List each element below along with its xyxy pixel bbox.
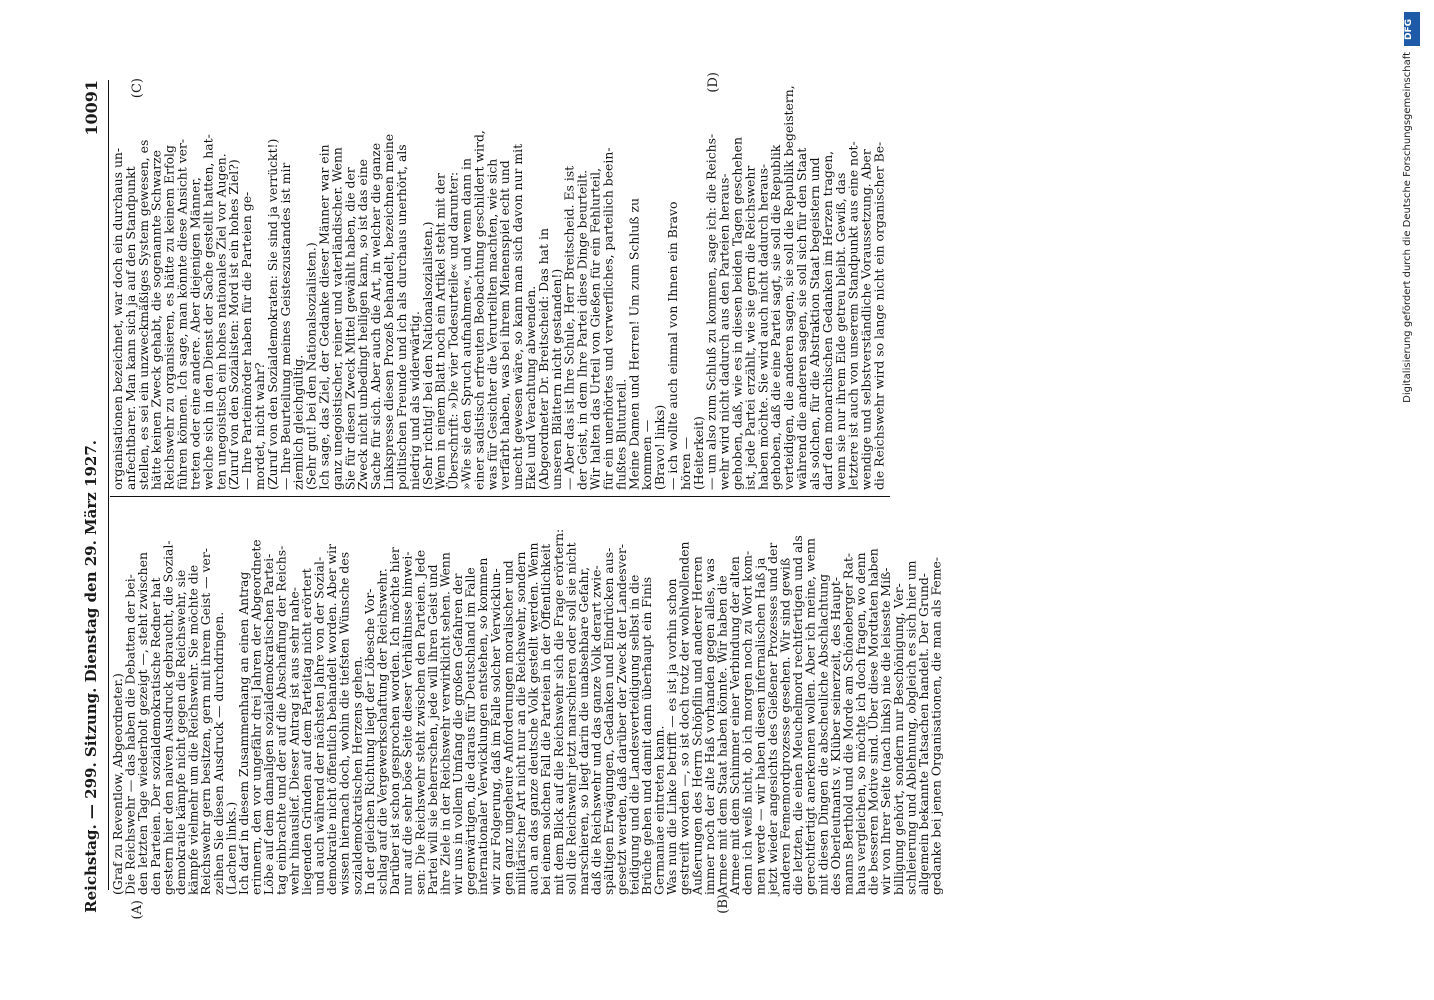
text-line: wehr wird nicht dadurch aus den Parteien heraus- xyxy=(716,173,732,490)
text-line: Ich sage, das Ziel, der Gedanke dieser Männer war ein xyxy=(316,144,332,490)
text-line: gedanke bei jenen Organisationen, die man als Feme- xyxy=(928,557,944,895)
text-line: als solchen, für die Abstraktion Staat begeistern und xyxy=(806,157,822,490)
text-line: unecht gewesen wäre, so kann man sich davon nur mit xyxy=(510,143,526,490)
text-line: gehoben, daß die eine Partei sagt, sie soll die Republik xyxy=(768,144,784,490)
marker-c: (C) xyxy=(130,78,145,99)
text-line: daß die Reichswehr und das ganze Volk derart zwie- xyxy=(588,565,604,895)
text-line: (Heiterkeit) xyxy=(690,416,706,490)
text-line: welche sich in den Dienst der Sache gestellt hatten, hat- xyxy=(200,134,216,490)
text-line: hätte keinen Zweck gehabt, die sogenannte Schwarze xyxy=(148,150,164,490)
text-line: wendige und selbstverständliche Voraussetzung. Aber xyxy=(858,149,874,490)
text-line: (Sehr gut! bei den Nationalsozialisten.) xyxy=(303,242,319,490)
text-line: gen ganz ungeheure Anforderungen moralischer und xyxy=(500,560,516,895)
text-line: gehoben, daß, wie es in diesen beiden Tagen geschehen xyxy=(729,137,745,490)
text-line: — Ihre Beurteilung meines Geisteszustandes ist mir xyxy=(277,162,293,490)
text-line: politischen Freunde und ich als durchaus unerhört, als xyxy=(393,144,409,490)
text-line: Armee mit dem Staat haben könnte. Wir haben die xyxy=(714,575,730,895)
text-line: erinnern, den vor ungefähr drei Jahren der Abgeordnete xyxy=(248,539,264,895)
text-line: wissen hiernach doch, wohin die tiefsten Wünsche des xyxy=(336,551,352,895)
text-line: Sie für diesen Zweck Mittel gewählt haben, die der xyxy=(342,167,358,490)
text-line: den letzten Tage wiederholt gezeigt —, steht zwischen xyxy=(135,552,151,895)
text-line: men werde — wir haben diesen infernalischen Haß ja xyxy=(752,557,768,895)
text-line: anfechtbarer. Man kann sich ja auf den Standpunkt xyxy=(122,166,138,490)
text-line: Löbe auf dem damaligen sozialdemokratischen Partei- xyxy=(261,553,277,895)
text-line: demokratie nicht öffentlich behandelt worden. Aber wir xyxy=(324,543,340,895)
text-line: die besseren Motive sind. Über diese Mordtaten haben xyxy=(865,548,881,895)
text-line: (Zuruf von den Sozialdemokraten: Sie sind ja verrückt!) xyxy=(264,138,280,490)
text-line: (Abgeordneter Dr. Breitscheid: Das hat in xyxy=(535,228,551,490)
text-line: gestern hier den naiven Ausdruck gebraucht, die Sozial- xyxy=(160,540,176,895)
text-line: haus vergleichen, so möchte ich doch fragen, wo denn xyxy=(853,552,869,895)
text-line: gestreift worden —, so ist doch trotz der wohlwollenden xyxy=(676,541,692,895)
text-line: sozialdemokratischen Herzens gehen. xyxy=(349,655,365,895)
text-line: hören — xyxy=(677,436,693,490)
text-line: Reichswehr gern besitzen, gern mit ihrem Geist — ver- xyxy=(198,548,214,895)
text-line: — Aber das ist Ihre Schule, Herr Breitscheid. Es ist xyxy=(561,165,577,490)
text-column-left xyxy=(112,505,943,895)
text-line: Wenn in einem Blatt noch ein Artikel steht mit der xyxy=(432,173,448,490)
text-line: und auch während der nächsten Jahre von der Sozial- xyxy=(311,556,327,895)
digitization-credit-text: Digitalisierung gefördert durch die Deutsche Forschungsgemeinschaft xyxy=(1402,52,1413,403)
text-line: des Oberleutnants v. Klüber seinerzeit, des Haupt- xyxy=(827,577,843,895)
text-line: — um also zum Schluß zu kommen, sage ich: die Reichs- xyxy=(703,133,719,490)
text-line: Äußerungen des Herrn Schöpflin und anderer Herren xyxy=(689,556,705,895)
text-line: mit dem Blick auf die Reichswehr sich die Frage erörtern: xyxy=(550,528,566,895)
text-line: während die anderen sagen, sie soll sich für den Staat xyxy=(794,147,810,490)
text-line: der Geist, in dem Ihre Partei diese Dinge beurteilt. xyxy=(574,169,590,490)
text-line: spältigen Erwägungen, Gedanken und Eindrücken aus- xyxy=(601,547,617,895)
text-line: Wir halten das Urteil von Gießen für ein Fehlurteil, xyxy=(587,167,603,490)
text-line: — Ihre Parteimörder haben für die Parteien ge- xyxy=(239,191,255,490)
text-line: (Graf zu Reventlow, Abgeordneter.) xyxy=(110,673,125,895)
text-line: niedrig und als widerwärtig. xyxy=(406,311,422,490)
marker-b: (B) xyxy=(716,894,731,914)
text-line: ist, jede Partei erzählt, wie sie gern die Reichswehr xyxy=(742,165,758,490)
text-line: internationaler Verwicklungen entstehen, so kommen xyxy=(475,557,491,895)
text-line: (Bravo! links) xyxy=(652,404,668,490)
text-line: unseren Blättern nicht gestanden!) xyxy=(548,268,564,490)
text-line: wir uns in vollem Umfang die großen Gefahren der xyxy=(450,573,466,895)
text-line: organisationen bezeichnet, war doch ein durchaus un- xyxy=(110,147,125,490)
text-line: für ein unerhörtes und verwerfliches, parteilich beein- xyxy=(600,147,616,490)
text-line: wir zur Folgerung, daß im Falle solcher Verwicklun- xyxy=(487,568,503,895)
text-line: den Parteien. Der sozialdemokratische Redner hat xyxy=(147,577,163,895)
text-line: Ich darf in diesem Zusammenhang an einen Antrag xyxy=(235,571,251,895)
text-line: denn ich weiß nicht, ob ich morgen noch zu Wort kom- xyxy=(739,550,755,895)
text-line: manns Berthold und die Morde am Schöneberger Rat- xyxy=(840,552,856,895)
text-line: darf den monarchischen Gedanken im Herzen tragen, xyxy=(819,150,835,490)
text-line: liegenden Gründen auf dem Parteitag nicht erörtert xyxy=(298,568,314,895)
dfg-logo: DFG xyxy=(1404,12,1420,46)
text-line: teidigung und die Landesverteidigung selbst in die xyxy=(626,574,642,895)
header-rule xyxy=(108,80,109,890)
text-line: ganz unegoistischer, reiner und vaterländischer. Wenn xyxy=(329,147,345,490)
text-line: die letzten, die einen Meuchelmord rechtfertigen und als xyxy=(790,535,806,895)
text-line: wir von Ihrer Seite (nach links) nie die leiseste Miß- xyxy=(878,567,894,895)
text-line: gegenwärtigen, die daraus für Deutschland im Falle xyxy=(462,567,478,895)
text-line: verfärbt haben, was bei ihrem Mienenspiel echt und xyxy=(497,160,513,490)
text-line: ihre Ziele in der Reichswehr verwirklicht sehen. Wenn xyxy=(437,552,453,895)
text-line: bei einem solchen Fall die Parteien in der Öffentlichkeit xyxy=(538,543,554,895)
page-number: 10091 xyxy=(82,80,101,136)
text-line: ten unegoistisch ein hohes nationales Ziel vor Augen. xyxy=(213,153,229,490)
text-line: Zweck nicht unbedingt heiligen kann, so ist das eine xyxy=(355,158,371,490)
marker-d: (D) xyxy=(706,72,721,93)
text-line: Reichswehr zu organisieren, es hätte zu keinem Erfolg xyxy=(161,145,177,490)
text-line: demokratie kämpfe nicht gegen die Reichswehr, sie xyxy=(172,569,188,895)
text-line: (Zuruf von den Sozialisten: Mord ist ein hohes Ziel?) xyxy=(226,159,242,490)
text-line: — ich wollte auch einmal von Ihnen ein Bravo xyxy=(664,201,680,490)
text-line: auch an das ganze deutsche Volk gestellt werden. Wenn xyxy=(525,542,541,895)
text-line: jetzt wieder angesichts des Gießener Prozesses und der xyxy=(764,542,780,895)
text-line: stellen, es sei ein unzweckmäßiges System gewesen, es xyxy=(135,139,151,490)
text-line: mordet, nicht wahr? xyxy=(251,362,267,490)
text-line: zeihen Sie diesen Ausdruck — durchdringen. xyxy=(210,611,226,895)
text-line: kommen — xyxy=(639,419,655,490)
text-line: einer sadistisch erfreuten Beobachtung geschildert wird, xyxy=(471,130,487,490)
text-line: führen können. Ich sage, man könnte diese Ansicht ver- xyxy=(174,138,190,490)
text-line: Darüber ist schon gesprochen worden. Ich möchte hier xyxy=(387,547,403,895)
text-line: Partei will sie beherrschen, jede will ihren Geist und xyxy=(424,564,440,895)
text-line: Was nun die Linke betrifft — es ist ja vorhin schon xyxy=(664,578,680,895)
text-line: schlag auf die Vergewerkschaftung der Reichswehr. xyxy=(374,568,390,895)
text-line: Ekel und Verachtung abwenden. xyxy=(523,285,538,490)
text-line: gesetzt werden, daß darüber der Zweck der Landesver- xyxy=(613,543,629,895)
text-line: wehr hinauslief. Dieser Antrag ist aus sehr nahe- xyxy=(286,587,302,895)
digitization-credit xyxy=(1400,12,1426,987)
text-line: nur auf die sehr böse Seite dieser Verhältnisse hinwei- xyxy=(399,551,415,895)
text-line: sen: Die Reichswehr steht zwischen den Parteien. Jede xyxy=(412,549,428,895)
marker-a: (A) xyxy=(130,900,145,920)
text-line: »Wie sie den Spruch aufnahmen«, und wenn dann in xyxy=(458,158,474,490)
text-line: Überschrift: »Die vier Todesurteile« und darunter: xyxy=(445,171,461,490)
text-line: letztere ist auch von unserem Standpunkt aus eine not- xyxy=(845,141,861,490)
text-line: wenn sie nur ihrem Eide getreu bleibt. Gewiß, das xyxy=(832,172,848,490)
text-line: schleierung und Ablehnung, obgleich es sich hier um xyxy=(903,560,919,895)
text-line: immer noch der alte Haß vorhanden gegen alles, was xyxy=(701,558,717,895)
text-line: verteidigen, die anderen sagen, sie soll die Republik begeistern, xyxy=(781,85,797,490)
page-header: Reichstag. — 299. Sitzung. Dienstag den 29. März 1927. xyxy=(82,440,100,913)
text-line: ziemlich gleichgültig. xyxy=(290,354,306,490)
text-line: tag einbrachte und der auf die Abschaffung der Reichs- xyxy=(273,545,289,895)
text-line: gerechtfertigt anerkennen wollen. Aber ich meine, wenn xyxy=(802,538,818,895)
column-divider xyxy=(110,496,890,497)
text-line: soll die Reichswehr jetzt marschieren oder soll sie nicht xyxy=(563,542,579,895)
text-line: (Sehr richtig! bei den Nationalsozialisten.) xyxy=(419,221,435,490)
text-line: Linkspresse diesen Prozeß behandelt, bezeichnen meine xyxy=(381,133,397,490)
text-line: marschieren, so liegt darin die unabsehbare Gefahr, xyxy=(575,566,591,895)
text-line: kämpfe vielmehr um die Reichswehr. Sie möchte die xyxy=(185,564,201,895)
text-line: In der gleichen Richtung liegt der Löbesche Vor- xyxy=(361,588,377,895)
text-line: was für Gesichter die Verurteilten machten, wie sich xyxy=(484,158,500,490)
text-line: Die Reichswehr — das haben die Debatten der bei- xyxy=(122,574,138,895)
text-line: (Lachen links.) xyxy=(223,801,239,895)
text-line: flußtes Bluturteil. xyxy=(613,378,629,490)
text-line: Sache für sich. Aber auch die Art, in welcher die ganze xyxy=(368,142,384,490)
text-line: die Reichswehr wird so lange nicht ein organischer Be- xyxy=(871,141,887,490)
text-line: Armee mit dem Schimmer einer Verbindung der alten xyxy=(727,556,743,895)
text-line: Germaniae eintreten kann. xyxy=(651,725,667,895)
text-line: mit diesen Dingen die abscheuliche Abschlachtung xyxy=(815,573,831,895)
text-line: haben möchte. Sie wird auch nicht dadurch heraus- xyxy=(755,163,771,490)
text-line: treten oder eine andere. Aber diejenigen Männer, xyxy=(187,177,203,490)
text-line: billigung gehört, sondern nur Beschönigung, Ver- xyxy=(890,583,906,895)
text-line: militärischer Art nicht nur an die Reichswehr, sondern xyxy=(513,551,528,895)
text-column-right xyxy=(110,85,887,490)
text-line: anderen Fememordprozesse gesehen. Wir sind gewiß xyxy=(777,557,793,895)
text-line: allgemein bekannte Tatsachen handelt. Der Grund- xyxy=(916,573,931,895)
text-line: Meine Damen und Herren! Um zum Schluß zu xyxy=(626,197,642,490)
text-line: Brüche gehen und damit dann überhaupt ein Finis xyxy=(638,576,654,895)
